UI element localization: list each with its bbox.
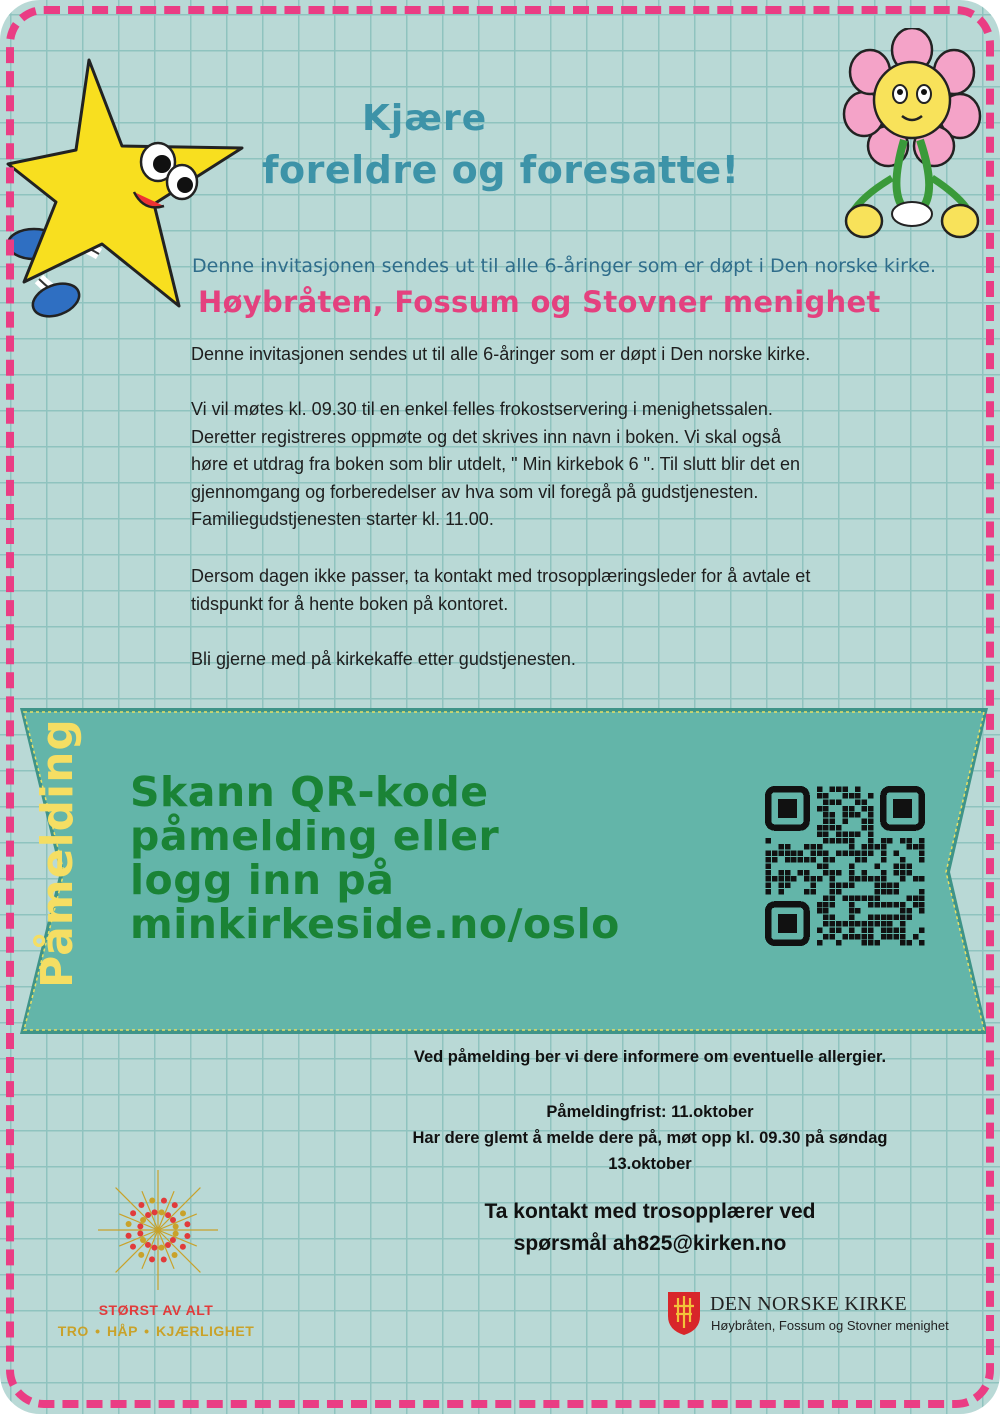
heading-audience: foreldre og foresatte! <box>262 148 740 192</box>
church-logo-icon <box>666 1290 702 1336</box>
flower-character-icon <box>842 28 982 243</box>
church-parish: Høybråten, Fossum og Stovner menighet <box>711 1318 949 1333</box>
paragraph-invitation: Denne invitasjonen sendes ut til alle 6-åringer som er døpt i Den norske kirke. <box>191 344 811 364</box>
paragraph-schedule <box>191 396 911 534</box>
heading-greeting: Kjære <box>362 98 488 139</box>
instruction-line: logg inn på <box>130 856 395 904</box>
instruction-line[interactable]: minkirkeside.no/oslo <box>130 900 620 948</box>
instruction-line: Skann QR-kode <box>130 768 489 816</box>
contact-line: Ta kontakt med trosopplærer ved <box>484 1200 816 1223</box>
deadline-line: Har dere glemt å melde dere på, møt opp kl. 09.30 på søndag <box>412 1129 888 1147</box>
instruction-line: påmelding eller <box>130 812 500 860</box>
qr-code-icon[interactable] <box>765 786 925 946</box>
church-name: DEN NORSKE KIRKE <box>710 1293 908 1315</box>
alternative-line: Dersom dagen ikke passer, ta kontakt med trosopplæringsleder for å avtale et <box>191 566 811 586</box>
logo-slogan-values: TRO • HÅP • KJÆRLIGHET <box>57 1323 255 1339</box>
schedule-line: høre et utdrag fra boken som blir utdelt, " Min kirkebok 6 ". Til slutt blir det en <box>191 454 801 474</box>
paragraph-church-coffee: Bli gjerne med på kirkekaffe etter gudstjenesten. <box>191 649 576 669</box>
alternative-line: tidspunkt for å hente boken på kontoret. <box>191 593 509 614</box>
starburst-logo-icon <box>55 1168 265 1348</box>
allergy-notice: Ved påmelding ber vi dere informere om eventuelle allergier. <box>413 1048 887 1066</box>
registration-deadline <box>380 1099 920 1177</box>
star-character-icon <box>4 54 254 324</box>
intro-text: Denne invitasjonen sendes ut til alle 6-åringer som er døpt i Den norske kirke. <box>192 255 936 277</box>
logo-slogan-main: STØRST AV ALT <box>98 1302 214 1318</box>
registration-instructions <box>130 770 620 946</box>
parish-name: Høybråten, Fossum og Stovner menighet <box>198 285 881 319</box>
schedule-line: Vi vil møtes kl. 09.30 til en enkel felles frokostservering i menighetssalen. <box>191 399 773 419</box>
schedule-line: gjennomgang og forberedelser av hva som vil foregå på gudstjenesten. <box>191 481 759 502</box>
schedule-line: Deretter registreres oppmøte og det skrives inn navn i boken. Vi skal også <box>191 426 781 447</box>
deadline-line: Påmeldingfrist: 11.oktober <box>546 1103 754 1121</box>
deadline-line: 13.oktober <box>608 1155 692 1173</box>
contact-email[interactable]: spørsmål ah825@kirken.no <box>513 1232 787 1255</box>
registration-vertical-label: Påmelding <box>32 718 83 988</box>
paragraph-alternative <box>191 563 911 618</box>
contact-info <box>430 1196 870 1260</box>
schedule-line: Familiegudstjenesten starter kl. 11.00. <box>191 509 494 529</box>
